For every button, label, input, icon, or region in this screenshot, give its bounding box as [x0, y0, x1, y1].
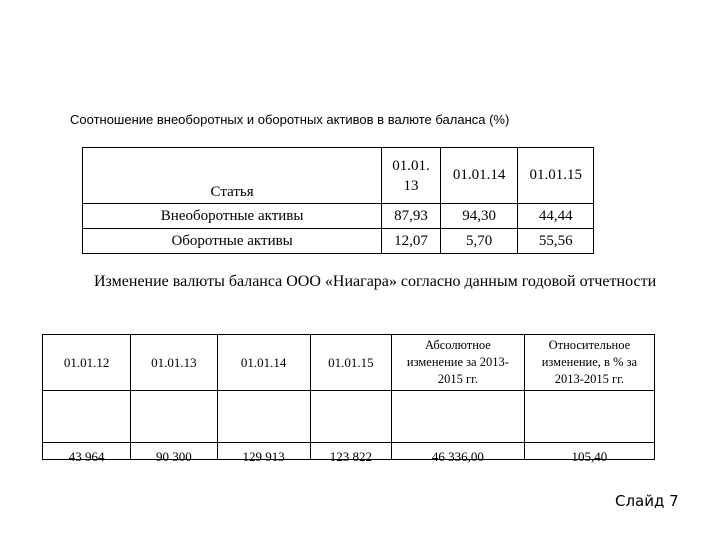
row-value: 94,30: [440, 204, 518, 229]
table1-caption: Соотношение внеоборотных и оборотных активов в валюте баланса (%): [70, 112, 510, 127]
slide-number: Слайд 7: [615, 492, 679, 510]
value-cell: [43, 443, 131, 464]
header-date-cell: 01.01.15: [310, 335, 391, 391]
empty-cell: [392, 391, 525, 443]
value-cell: [131, 443, 217, 464]
row-value: 55,56: [518, 229, 594, 254]
value-cell: [310, 443, 391, 464]
value-cell: [524, 443, 654, 464]
header-date-cell: 01.01.12: [43, 335, 131, 391]
header-text-line: Относительное: [548, 338, 631, 352]
header-text-line: изменение за 2013-: [406, 355, 509, 369]
row-label: Оборотные активы: [83, 229, 382, 254]
empty-cell: [217, 391, 310, 443]
table-header-row: [83, 148, 594, 204]
header-text-line: Абсолютное: [424, 338, 491, 352]
row-label: Внеоборотные активы: [83, 204, 382, 229]
header-text-line: 2013-2015 гг.: [554, 372, 625, 386]
header-col2-cell: 01.01.14: [440, 148, 518, 204]
empty-cell: [131, 391, 217, 443]
row-value: 5,70: [440, 229, 518, 254]
row-value: 44,44: [518, 204, 594, 229]
empty-cell: [524, 391, 654, 443]
value-text: 129 913: [242, 449, 285, 464]
empty-cell: [310, 391, 391, 443]
header-date-cell: 01.01.14: [217, 335, 310, 391]
table-row: [83, 204, 594, 229]
balance-change-table: [42, 334, 655, 464]
asset-ratio-table: [82, 147, 594, 254]
header-col1-cell: [382, 148, 441, 204]
value-text: 105,40: [571, 449, 608, 464]
table-row: [83, 229, 594, 254]
value-cell: [217, 443, 310, 464]
header-relative-change-text: [542, 337, 637, 388]
value-text: 90 300: [155, 449, 192, 464]
header-relative-change-cell: [524, 335, 654, 391]
value-text: 43 964: [68, 449, 105, 464]
header-col1-line1: 01.01.: [392, 157, 430, 174]
table-row: [43, 443, 655, 460]
header-label-cell: Статья: [83, 148, 382, 204]
row-value: 87,93: [382, 204, 441, 229]
empty-cell: [43, 391, 131, 443]
value-text: 123 822: [329, 449, 372, 464]
row-value: 12,07: [382, 229, 441, 254]
header-absolute-change-cell: [392, 335, 525, 391]
table-header-row: [43, 335, 655, 391]
table2-caption: Изменение валюты баланса ООО «Ниагара» согласно данным годовой отчетности: [94, 273, 657, 290]
header-date-cell: 01.01.13: [131, 335, 217, 391]
value-cell: [392, 443, 525, 464]
header-text-line: изменение, в % за: [541, 355, 638, 369]
header-text-line: 2015 гг.: [437, 372, 478, 386]
header-absolute-change-text: [407, 337, 509, 388]
value-text: 46 336,00: [431, 449, 484, 464]
header-col3-cell: 01.01.15: [518, 148, 594, 204]
header-col1-text: [392, 156, 430, 196]
header-col1-line2: 13: [403, 177, 419, 194]
table-spacer-row: [43, 391, 655, 443]
